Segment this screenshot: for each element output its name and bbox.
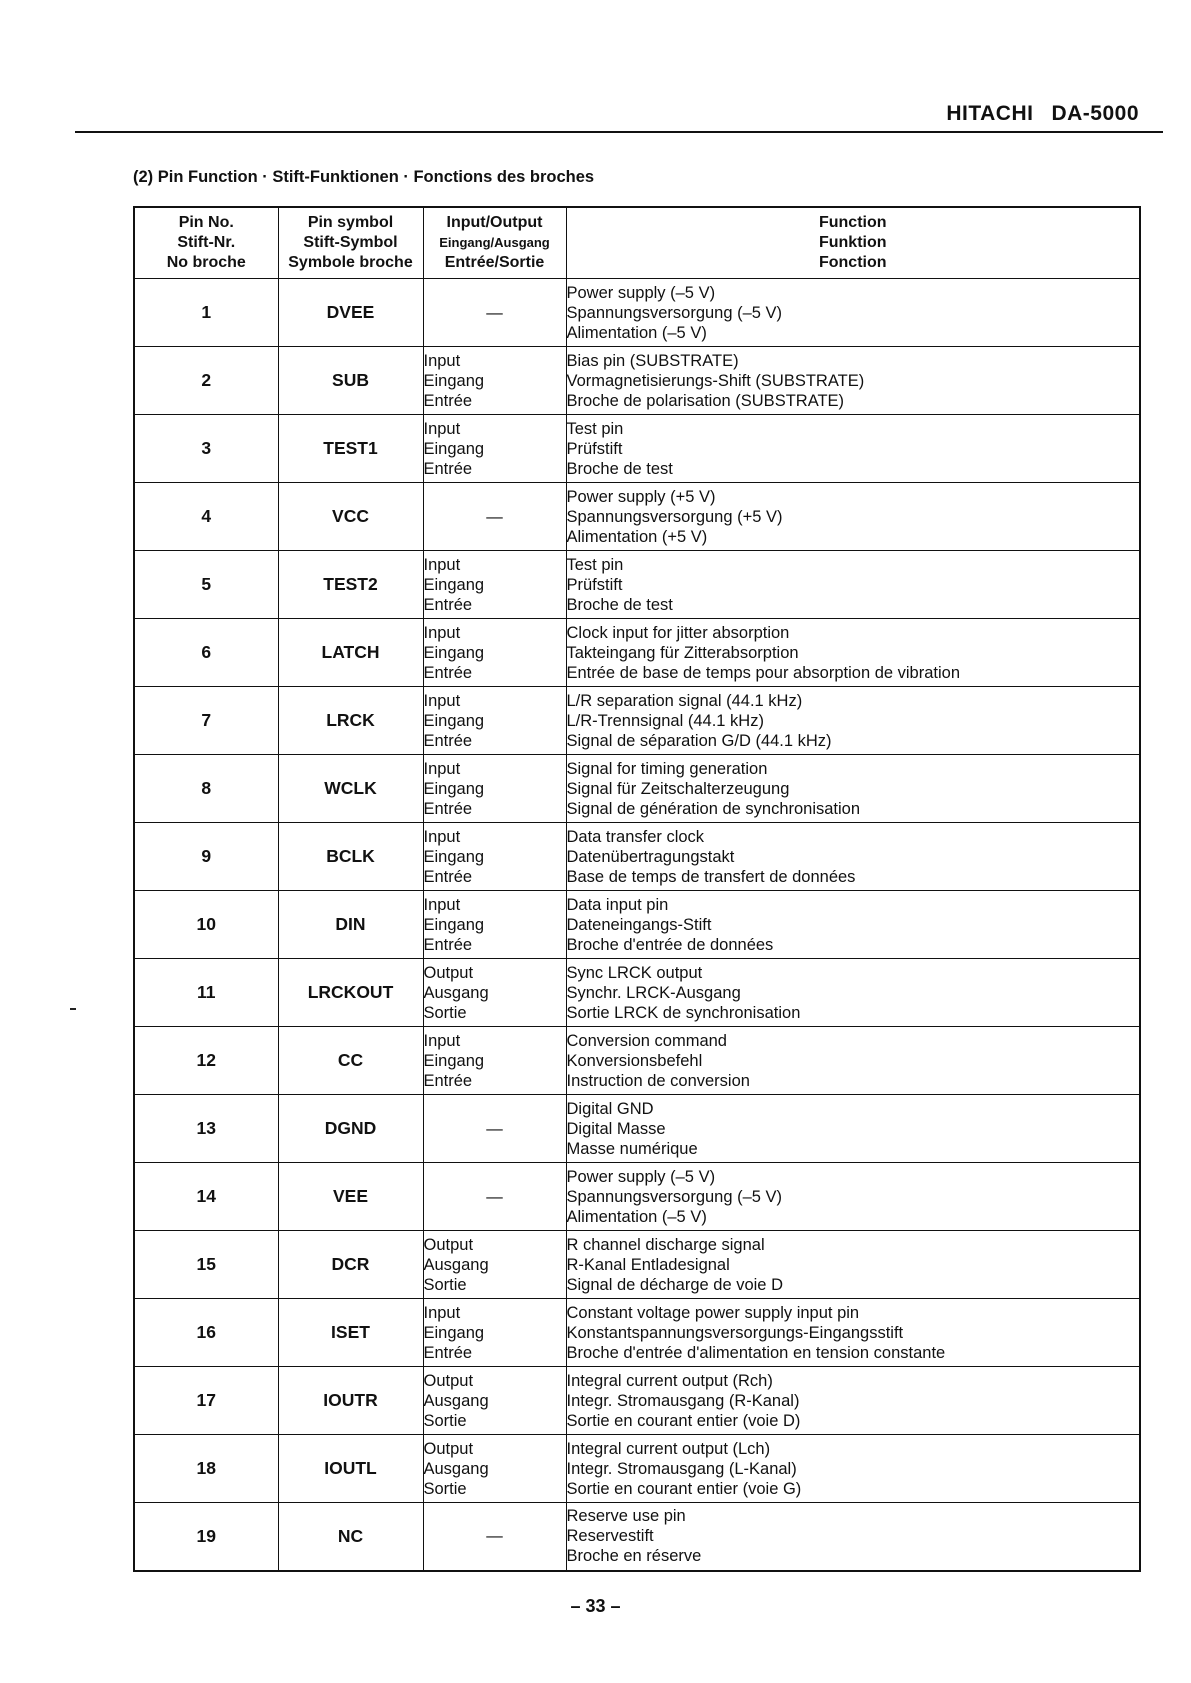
pin-io-line: Output <box>423 963 474 982</box>
pin-number: 13 <box>134 1095 278 1163</box>
pin-function <box>566 483 1140 551</box>
pin-io <box>423 1299 566 1367</box>
pin-function-line: Integr. Stromausgang (R-Kanal) <box>566 1391 800 1410</box>
pin-function-line: Entrée de base de temps pour absorption de vibration <box>566 663 961 682</box>
pin-io-line: Ausgang <box>423 1391 489 1410</box>
pin-function-line: Broche de test <box>566 595 673 614</box>
pin-function <box>566 551 1140 619</box>
table-row <box>134 1095 1140 1163</box>
pin-function-line: R channel discharge signal <box>566 1235 765 1254</box>
pin-function-line: Spannungsversorgung (–5 V) <box>566 303 783 322</box>
pin-symbol: DCR <box>278 1231 423 1299</box>
pin-number: 10 <box>134 891 278 959</box>
pin-function-line: Alimentation (+5 V) <box>566 527 708 546</box>
pin-function-line: R-Kanal Entladesignal <box>566 1255 730 1274</box>
pin-io-line: Entrée <box>423 391 473 410</box>
pin-function-line: Konstantspannungsversorgungs-Eingangsstift <box>566 1323 904 1342</box>
table-row <box>134 959 1140 1027</box>
table-row <box>134 687 1140 755</box>
table-row <box>134 1435 1140 1503</box>
pin-io-line: Input <box>423 419 461 438</box>
header-function: Function Funktion Fonction <box>566 207 1140 279</box>
pin-symbol: BCLK <box>278 823 423 891</box>
header-pin-no: Pin No. Stift-Nr. No broche <box>134 207 278 279</box>
pin-io-line: Entrée <box>423 595 473 614</box>
pin-io-line: Eingang <box>423 1051 485 1070</box>
pin-function <box>566 1367 1140 1435</box>
brand-name: HITACHI <box>946 102 1034 125</box>
pin-symbol: TEST2 <box>278 551 423 619</box>
pin-function-line: Datenübertragungstakt <box>566 847 735 866</box>
pin-io-line: Eingang <box>423 575 485 594</box>
pin-function <box>566 1163 1140 1231</box>
pin-io-line: Output <box>423 1439 474 1458</box>
pin-io <box>423 279 566 347</box>
table-row <box>134 1231 1140 1299</box>
pin-io-line: Input <box>423 691 461 710</box>
pin-number: 12 <box>134 1027 278 1095</box>
pin-function <box>566 891 1140 959</box>
pin-number: 16 <box>134 1299 278 1367</box>
pin-function-line: Base de temps de transfert de données <box>566 867 856 886</box>
margin-mark <box>70 1008 76 1010</box>
pin-io-line: Input <box>423 351 461 370</box>
pin-io-line: — <box>486 303 503 322</box>
pin-function <box>566 687 1140 755</box>
pin-function-line: Takteingang für Zitterabsorption <box>566 643 799 662</box>
pin-symbol: DVEE <box>278 279 423 347</box>
document-header <box>946 102 1139 126</box>
pin-function <box>566 959 1140 1027</box>
pin-function-line: Prüfstift <box>566 439 623 458</box>
pin-symbol: ISET <box>278 1299 423 1367</box>
pin-io-line: Entrée <box>423 867 473 886</box>
pin-io <box>423 551 566 619</box>
pin-function-line: Sync LRCK output <box>566 963 703 982</box>
table-row <box>134 1367 1140 1435</box>
pin-number: 8 <box>134 755 278 823</box>
pin-function-line: Sortie en courant entier (voie D) <box>566 1411 801 1430</box>
pin-io-line: Output <box>423 1235 474 1254</box>
pin-io-line: Eingang <box>423 643 485 662</box>
pin-symbol: SUB <box>278 347 423 415</box>
pin-symbol: DIN <box>278 891 423 959</box>
pin-function <box>566 279 1140 347</box>
pin-function <box>566 1435 1140 1503</box>
pin-io-line: Entrée <box>423 799 473 818</box>
pin-function-line: Integral current output (Rch) <box>566 1371 773 1390</box>
pin-symbol: LATCH <box>278 619 423 687</box>
pin-function-line: Broche de polarisation (SUBSTRATE) <box>566 391 845 410</box>
pin-number: 3 <box>134 415 278 483</box>
table-row <box>134 1503 1140 1571</box>
pin-function-line: Data input pin <box>566 895 669 914</box>
pin-function <box>566 1503 1140 1571</box>
pin-function-line: Broche d'entrée d'alimentation en tension constante <box>566 1343 946 1362</box>
pin-function-table <box>133 206 1141 1572</box>
pin-io-line: — <box>486 1119 503 1138</box>
pin-io-line: Eingang <box>423 915 485 934</box>
pin-io <box>423 1435 566 1503</box>
table-row <box>134 347 1140 415</box>
pin-io-line: Input <box>423 1303 461 1322</box>
pin-io <box>423 1163 566 1231</box>
table-header-row <box>134 207 1140 279</box>
pin-io-line: Eingang <box>423 1323 485 1342</box>
pin-symbol: VEE <box>278 1163 423 1231</box>
pin-function-line: Masse numérique <box>566 1139 698 1158</box>
pin-io-line: Sortie <box>423 1275 467 1294</box>
pin-function-line: Broche en réserve <box>566 1547 702 1566</box>
pin-io-line: Eingang <box>423 711 485 730</box>
pin-number: 18 <box>134 1435 278 1503</box>
pin-function-line: Test pin <box>566 555 624 574</box>
pin-function-line: Prüfstift <box>566 575 623 594</box>
pin-symbol: WCLK <box>278 755 423 823</box>
pin-io <box>423 687 566 755</box>
pin-io-line: Input <box>423 1031 461 1050</box>
pin-io-line: Entrée <box>423 1071 473 1090</box>
pin-function-line: Signal de décharge de voie D <box>566 1275 783 1294</box>
pin-io-line: Eingang <box>423 847 485 866</box>
pin-symbol: NC <box>278 1503 423 1571</box>
pin-function <box>566 1095 1140 1163</box>
pin-function-line: Digital Masse <box>566 1119 666 1138</box>
pin-function-line: Signal de séparation G/D (44.1 kHz) <box>566 731 832 750</box>
pin-function-line: L/R-Trennsignal (44.1 kHz) <box>566 711 764 730</box>
pin-function-line: Synchr. LRCK-Ausgang <box>566 983 741 1002</box>
pin-io-line: Eingang <box>423 371 485 390</box>
pin-number: 11 <box>134 959 278 1027</box>
pin-io-line: Sortie <box>423 1411 467 1430</box>
pin-function-line: Signal for timing generation <box>566 759 768 778</box>
pin-function-line: Spannungsversorgung (+5 V) <box>566 507 783 526</box>
pin-function-line: Data transfer clock <box>566 827 705 846</box>
pin-function-line: Integral current output (Lch) <box>566 1439 771 1458</box>
pin-io-line: Input <box>423 895 461 914</box>
header-rule <box>75 131 1163 133</box>
pin-function-line: Sortie en courant entier (voie G) <box>566 1479 802 1498</box>
pin-io <box>423 619 566 687</box>
pin-io <box>423 1027 566 1095</box>
pin-number: 9 <box>134 823 278 891</box>
pin-io-line: Eingang <box>423 779 485 798</box>
pin-io-line: — <box>486 1527 503 1546</box>
pin-function-line: Power supply (–5 V) <box>566 1167 716 1186</box>
pin-function-line: Integr. Stromausgang (L-Kanal) <box>566 1459 797 1478</box>
pin-io <box>423 891 566 959</box>
pin-io-line: Entrée <box>423 663 473 682</box>
pin-io <box>423 1503 566 1571</box>
pin-io-line: Eingang <box>423 439 485 458</box>
pin-number: 5 <box>134 551 278 619</box>
pin-function-line: Clock input for jitter absorption <box>566 623 790 642</box>
pin-symbol: DGND <box>278 1095 423 1163</box>
pin-io <box>423 483 566 551</box>
table-row <box>134 619 1140 687</box>
pin-io-line: Entrée <box>423 1343 473 1362</box>
table-row <box>134 1163 1140 1231</box>
pin-number: 14 <box>134 1163 278 1231</box>
table-body <box>134 279 1140 1571</box>
pin-function <box>566 347 1140 415</box>
table-row <box>134 415 1140 483</box>
pin-function-line: Dateneingangs-Stift <box>566 915 712 934</box>
pin-function-line: Bias pin (SUBSTRATE) <box>566 351 739 370</box>
pin-io-line: Ausgang <box>423 983 489 1002</box>
pin-io <box>423 959 566 1027</box>
pin-number: 2 <box>134 347 278 415</box>
pin-function <box>566 415 1140 483</box>
section-title: (2) Pin Function · Stift-Funktionen · Fonctions des broches <box>133 168 595 186</box>
pin-function <box>566 619 1140 687</box>
pin-io <box>423 1367 566 1435</box>
pin-io-line: — <box>486 1187 503 1206</box>
pin-symbol: IOUTR <box>278 1367 423 1435</box>
pin-number: 17 <box>134 1367 278 1435</box>
pin-function-line: Alimentation (–5 V) <box>566 323 707 342</box>
pin-io <box>423 1095 566 1163</box>
pin-function-line: Power supply (–5 V) <box>566 283 716 302</box>
table-row <box>134 551 1140 619</box>
table-row <box>134 823 1140 891</box>
pin-function-line: Constant voltage power supply input pin <box>566 1303 860 1322</box>
pin-number: 19 <box>134 1503 278 1571</box>
pin-symbol: LRCKOUT <box>278 959 423 1027</box>
pin-function-line: Reserve use pin <box>566 1507 686 1526</box>
pin-io-line: Entrée <box>423 731 473 750</box>
pin-function-line: Signal für Zeitschalterzeugung <box>566 779 790 798</box>
pin-io-line: Sortie <box>423 1003 467 1022</box>
pin-function-line: Instruction de conversion <box>566 1071 750 1090</box>
table-row <box>134 1027 1140 1095</box>
pin-function <box>566 823 1140 891</box>
pin-function-line: Konversionsbefehl <box>566 1051 703 1070</box>
pin-function <box>566 1027 1140 1095</box>
table-row <box>134 891 1140 959</box>
pin-function-line: L/R separation signal (44.1 kHz) <box>566 691 803 710</box>
pin-symbol: CC <box>278 1027 423 1095</box>
page-number: – 33 – <box>570 1596 621 1616</box>
pin-function-line: Broche de test <box>566 459 673 478</box>
pin-function-line: Test pin <box>566 419 624 438</box>
pin-io-line: Ausgang <box>423 1459 489 1478</box>
table-row <box>134 279 1140 347</box>
pin-symbol: LRCK <box>278 687 423 755</box>
pin-io-line: Entrée <box>423 935 473 954</box>
pin-io-line: Input <box>423 623 461 642</box>
pin-symbol: VCC <box>278 483 423 551</box>
pin-io <box>423 1231 566 1299</box>
pin-number: 15 <box>134 1231 278 1299</box>
header-pin-symbol: Pin symbol Stift-Symbol Symbole broche <box>278 207 423 279</box>
pin-io-line: Sortie <box>423 1479 467 1498</box>
pin-number: 7 <box>134 687 278 755</box>
header-input-output: Input/Output Eingang/Ausgang Entrée/Sortie <box>423 207 566 279</box>
pin-number: 4 <box>134 483 278 551</box>
pin-function-line: Alimentation (–5 V) <box>566 1207 707 1226</box>
pin-function-line: Spannungsversorgung (–5 V) <box>566 1187 783 1206</box>
pin-symbol: TEST1 <box>278 415 423 483</box>
pin-number: 6 <box>134 619 278 687</box>
pin-io-line: Input <box>423 827 461 846</box>
pin-function <box>566 1299 1140 1367</box>
pin-io-line: Ausgang <box>423 1255 489 1274</box>
pin-function-line: Broche d'entrée de données <box>566 935 774 954</box>
pin-io-line: Entrée <box>423 459 473 478</box>
pin-function <box>566 755 1140 823</box>
pin-io <box>423 347 566 415</box>
pin-io-line: — <box>486 507 503 526</box>
pin-io-line: Input <box>423 759 461 778</box>
pin-function-line: Vormagnetisierungs-Shift (SUBSTRATE) <box>566 371 865 390</box>
table-row <box>134 483 1140 551</box>
pin-io <box>423 415 566 483</box>
pin-function-line: Conversion command <box>566 1031 727 1050</box>
pin-io <box>423 823 566 891</box>
table-row <box>134 755 1140 823</box>
pin-function <box>566 1231 1140 1299</box>
pin-symbol: IOUTL <box>278 1435 423 1503</box>
pin-function-line: Reservestift <box>566 1527 654 1546</box>
table-row <box>134 1299 1140 1367</box>
pin-function-line: Sortie LRCK de synchronisation <box>566 1003 801 1022</box>
pin-io-line: Input <box>423 555 461 574</box>
pin-function-line: Digital GND <box>566 1099 654 1118</box>
pin-io <box>423 755 566 823</box>
pin-number: 1 <box>134 279 278 347</box>
model-name: DA-5000 <box>1051 102 1139 125</box>
pin-io-line: Output <box>423 1371 474 1390</box>
pin-function-line: Power supply (+5 V) <box>566 487 716 506</box>
pin-function-line: Signal de génération de synchronisation <box>566 799 861 818</box>
